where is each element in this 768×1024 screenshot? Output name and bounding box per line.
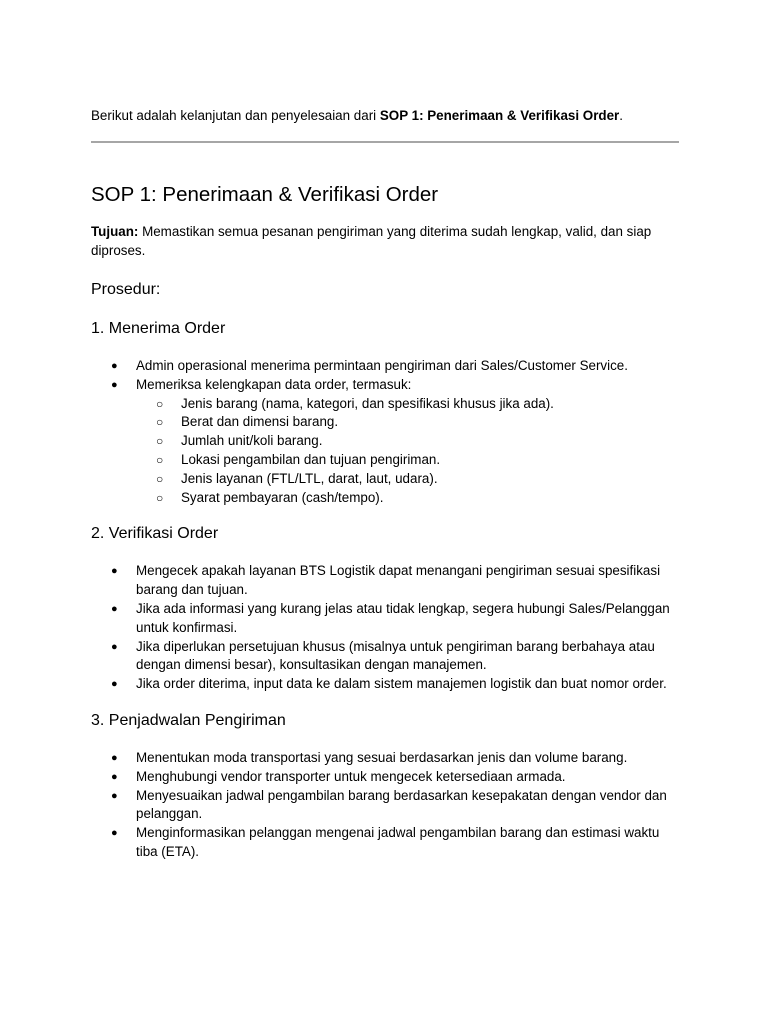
bullet-icon: ● bbox=[111, 827, 118, 840]
sub-list-item-text: Jumlah unit/koli barang. bbox=[181, 433, 323, 449]
list-item bbox=[91, 357, 679, 376]
list-item bbox=[91, 749, 679, 768]
list-item bbox=[91, 376, 679, 508]
bullet-icon: ● bbox=[111, 640, 118, 653]
sub-list-item bbox=[136, 413, 679, 432]
intro-suffix: . bbox=[619, 108, 624, 123]
sub-list-item bbox=[136, 489, 679, 508]
list-item-text: Mengecek apakah layanan BTS Logistik dapat menangani pengiriman sesuai spesifikasi barang dan tujuan. bbox=[136, 563, 661, 598]
document-page bbox=[91, 106, 679, 862]
step-3-heading: 3. Penjadwalan Pengiriman bbox=[91, 711, 286, 729]
bullet-icon: ● bbox=[111, 678, 118, 691]
sub-list-item bbox=[136, 451, 679, 470]
bullet-icon: ● bbox=[111, 602, 118, 615]
list-item bbox=[91, 562, 679, 600]
list-item bbox=[91, 638, 679, 676]
list-item bbox=[91, 600, 679, 638]
list-item bbox=[91, 787, 679, 825]
circle-bullet-icon: ○ bbox=[156, 471, 164, 486]
list-item-text: Memeriksa kelengkapan data order, termasuk: bbox=[136, 376, 412, 392]
circle-bullet-icon: ○ bbox=[156, 490, 164, 505]
sub-list-item-text: Berat dan dimensi barang. bbox=[181, 414, 339, 430]
step-3-list bbox=[91, 749, 679, 862]
intro-paragraph bbox=[91, 106, 679, 125]
list-item-text: Jika ada informasi yang kurang jelas atau tidak lengkap, segera hubungi Sales/Pelanggan untuk konfirmasi. bbox=[136, 600, 670, 635]
bullet-icon: ● bbox=[111, 789, 118, 802]
goal-paragraph bbox=[91, 222, 679, 260]
sub-list-item bbox=[136, 395, 679, 414]
bullet-icon: ● bbox=[111, 378, 118, 391]
list-item-text: Menentukan moda transportasi yang sesuai berdasarkan jenis dan volume barang. bbox=[136, 749, 628, 765]
goal-text: Memastikan semua pesanan pengiriman yang diterima sudah lengkap, valid, dan siap diproses. bbox=[91, 224, 652, 258]
bullet-icon: ● bbox=[111, 565, 118, 578]
bullet-icon: ● bbox=[111, 751, 118, 764]
list-item-text: Menginformasikan pelanggan mengenai jadwal pengambilan barang dan estimasi waktu tiba (ETA). bbox=[136, 825, 660, 859]
step-1-heading: 1. Menerima Order bbox=[91, 320, 226, 337]
bullet-icon: ● bbox=[111, 770, 118, 783]
sub-list-item-text: Lokasi pengambilan dan tujuan pengiriman. bbox=[181, 451, 441, 467]
sub-list-item-text: Jenis layanan (FTL/LTL, darat, laut, udara). bbox=[181, 470, 438, 486]
sub-list-item-text: Jenis barang (nama, kategori, dan spesifikasi khusus jika ada). bbox=[181, 395, 554, 411]
sub-list-item bbox=[136, 470, 679, 489]
bullet-icon: ● bbox=[111, 360, 118, 372]
step-2-heading: 2. Verifikasi Order bbox=[91, 525, 219, 543]
list-item-text: Admin operasional menerima permintaan pengiriman dari Sales/Customer Service. bbox=[136, 358, 628, 373]
intro-prefix: Berikut adalah kelanjutan dan penyelesaian dari bbox=[91, 108, 380, 123]
intro-bold-title: SOP 1: Penerimaan & Verifikasi Order bbox=[379, 108, 620, 123]
list-item bbox=[91, 768, 679, 787]
circle-bullet-icon: ○ bbox=[156, 434, 164, 449]
page-title: SOP 1: Penerimaan & Verifikasi Order bbox=[91, 183, 439, 206]
list-item-text: Jika diperlukan persetujuan khusus (misalnya untuk pengiriman barang berbahaya atau dengan dimensi besar), konsultasikan dengan manajemen. bbox=[136, 638, 655, 673]
step-2-list bbox=[91, 562, 679, 694]
circle-bullet-icon: ○ bbox=[156, 415, 164, 430]
procedure-heading: Prosedur: bbox=[91, 281, 161, 298]
circle-bullet-icon: ○ bbox=[156, 452, 164, 467]
list-item bbox=[91, 824, 679, 862]
list-item-text: Jika order diterima, input data ke dalam sistem manajemen logistik dan buat nomor order. bbox=[136, 676, 667, 692]
sub-list-item bbox=[136, 432, 679, 451]
list-item bbox=[91, 675, 679, 694]
list-item-text: Menghubungi vendor transporter untuk mengecek ketersediaan armada. bbox=[136, 768, 566, 784]
goal-label: Tujuan: bbox=[91, 224, 139, 239]
step-1-list bbox=[91, 357, 679, 507]
list-item-text: Menyesuaikan jadwal pengambilan barang berdasarkan kesepakatan dengan vendor dan pelanggan. bbox=[136, 787, 667, 822]
circle-bullet-icon: ○ bbox=[156, 396, 164, 411]
step-1-sublist bbox=[136, 395, 679, 508]
horizontal-divider bbox=[91, 141, 679, 143]
sub-list-item-text: Syarat pembayaran (cash/tempo). bbox=[181, 489, 384, 505]
